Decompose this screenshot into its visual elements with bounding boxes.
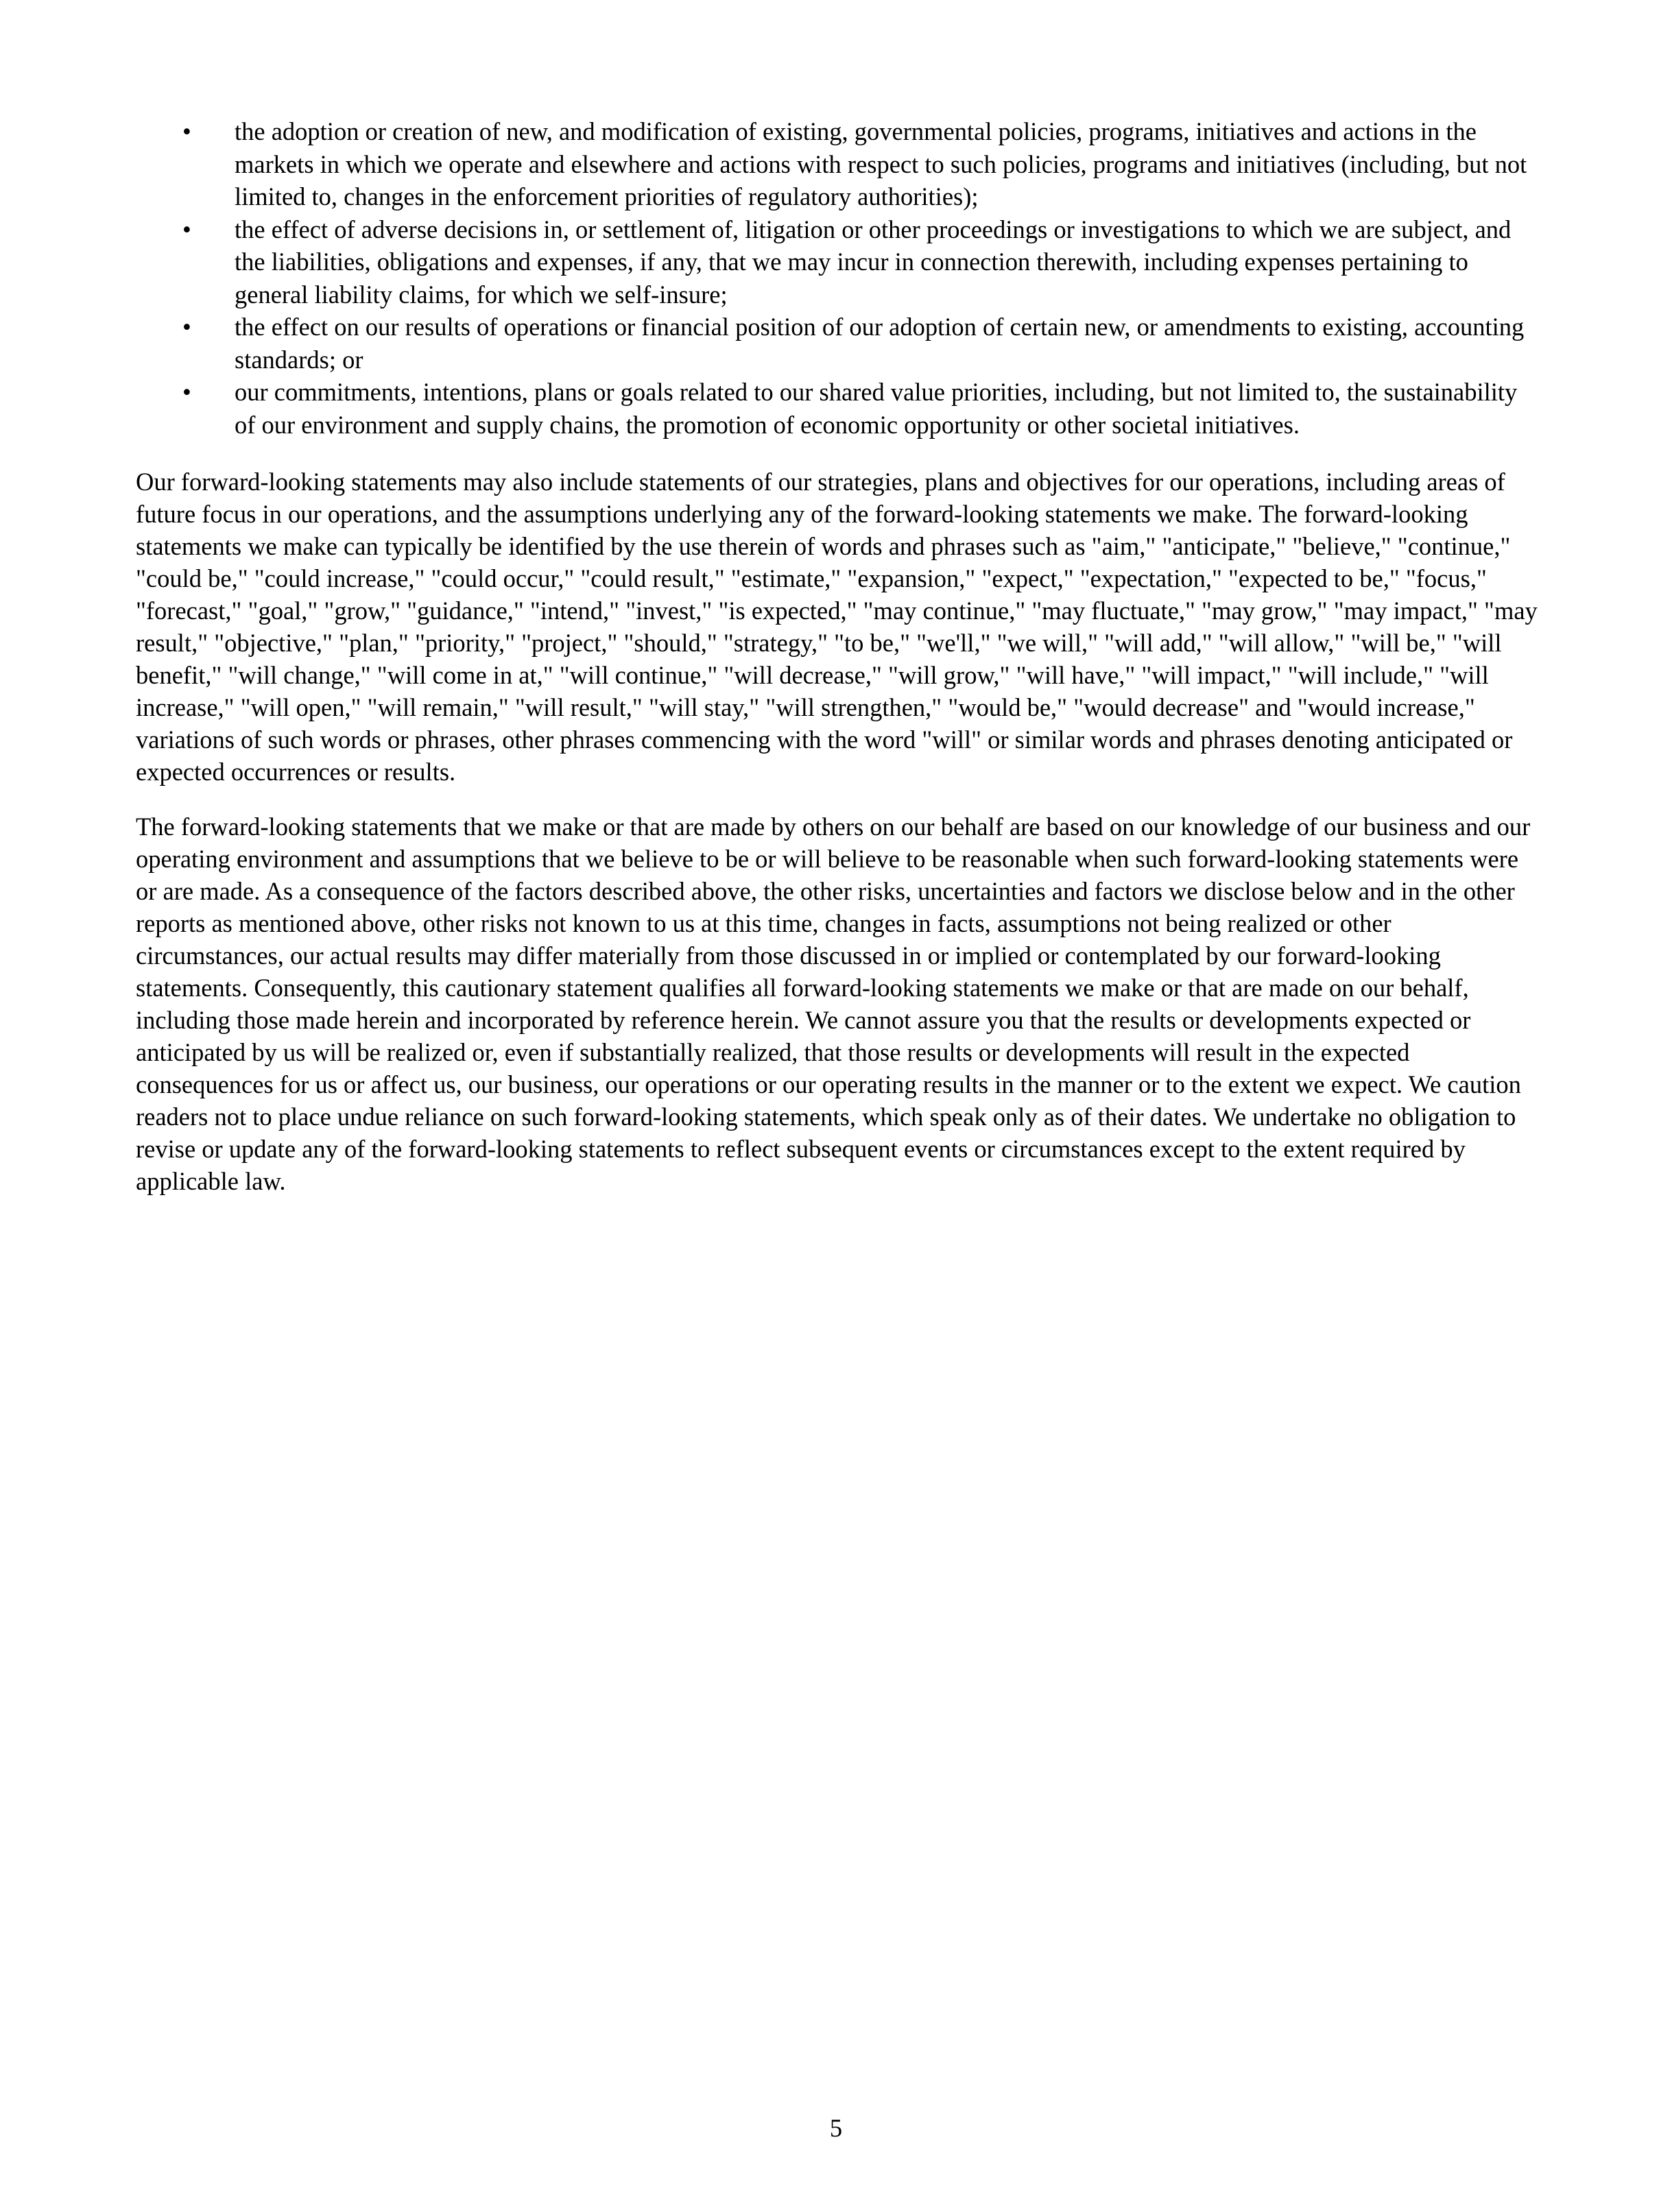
list-item [136, 376, 1538, 441]
document-page [136, 115, 1538, 1197]
bullet-icon: • [182, 117, 191, 145]
list-item-text: our commitments, intentions, plans or goals related to our shared value priorities, including, but not limited to, the sustainability of our environment and supply chains, the promotion of economic opportunity or other societal initiatives. [235, 378, 1518, 439]
list-item [136, 115, 1538, 213]
list-item-text: the effect of adverse decisions in, or settlement of, litigation or other proceedings or investigations to which we are subject, and the liabilities, obligations and expenses, if any, that we may incur in connection therewith, including expenses pertaining to general liability claims, for which we self-insure; [235, 215, 1512, 309]
bullet-list [136, 115, 1538, 441]
list-item [136, 311, 1538, 376]
page-number: 5 [829, 2114, 843, 2142]
list-item [136, 213, 1538, 311]
list-item-text: the adoption or creation of new, and modification of existing, governmental policies, programs, initiatives and actions in the markets in which we operate and elsewhere and actions with respect to such policies, programs and initiatives (including, but not limited to, changes in the enforcement priorities of regulatory authorities); [235, 117, 1527, 211]
bullet-icon: • [182, 378, 191, 406]
bullet-icon: • [182, 215, 191, 243]
paragraph-cautionary-statement: The forward-looking statements that we make or that are made by others on our behalf are based on our knowledge of our business and our operating environment and assumptions that we believe to be or will believe to be reasonable when such forward-looking statements were or are made. As a consequence of the factors described above, the other risks, uncertainties and factors we disclose below and in the other reports as mentioned above, other risks not known to us at this time, changes in facts, assumptions not being realized or other circumstances, our actual results may differ materially from those discussed in or implied or contemplated by our forward-looking statements. Consequently, this cautionary statement qualifies all forward-looking statements we make or that are made on our behalf, including those made herein and incorporated by reference herein. We cannot assure you that the results or developments expected or anticipated by us will be realized or, even if substantially realized, that those results or developments will result in the expected consequences for us or affect us, our business, our operations or our operating results in the manner or to the extent we expect. We caution readers not to place undue reliance on such forward-looking statements, which speak only as of their dates. We undertake no obligation to revise or update any of the forward-looking statements to reflect subsequent events or circumstances except to the extent required by applicable law. [136, 813, 1531, 1195]
bullet-icon: • [182, 313, 191, 341]
list-item-text: the effect on our results of operations or financial position of our adoption of certain new, or amendments to existing, accounting standards; or [235, 313, 1525, 374]
paragraph-forward-looking-terms: Our forward-looking statements may also include statements of our strategies, plans and objectives for our operations, including areas of future focus in our operations, and the assumptions underlying any of the forward-looking statements we make. The forward-looking statements we make can typically be identified by the use therein of words and phrases such as "aim," "anticipate," "believe," "continue," "could be," "could increase," "could occur," "could result," "estimate," "expansion," "expect," "expectation," "expected to be," "focus," "forecast," "goal," "grow," "guidance," "intend," "invest," "is expected," "may continue," "may fluctuate," "may grow," "may impact," "may result," "objective," "plan," "priority," "project," "should," "strategy," "to be," "we'll," "we will," "will add," "will allow," "will be," "will benefit," "will change," "will come in at," "will continue," "will decrease," "will grow," "will have," "will impact," "will include," "will increase," "will open," "will remain," "will result," "will stay," "will strengthen," "would be," "would decrease" and "would increase," variations of such words or phrases, other phrases commencing with the word "will" or similar words and phrases denoting anticipated or expected occurrences or results. [136, 468, 1538, 786]
